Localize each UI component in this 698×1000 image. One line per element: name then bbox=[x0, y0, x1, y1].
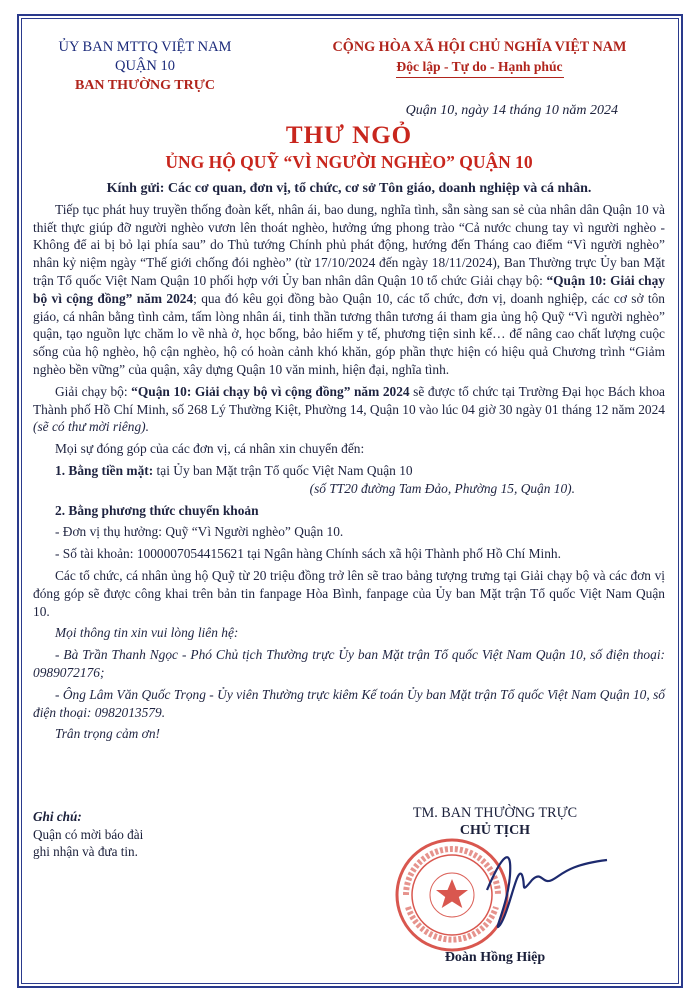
motto-underline bbox=[396, 77, 564, 78]
p2-text-a: Giải chạy bộ: bbox=[55, 383, 132, 399]
p1-text-c: ; qua đó kêu gọi đồng bào Quận 10, các tổ chức, đơn vị, doanh nghiệp, các cơ sở tôn giáo, cá nhân bằng tình cảm, tấm lòng nhân ái, tinh thần tương thân tương ái tham gia ủng hộ Quỹ “Vì người nghèo” quận, tạo nguồn lực chăm lo về nhà ở, học bổng, bảo hiểm y tế, phương tiện sinh kế… để nâng cao chất lượng cuộc sống của hộ nghèo, hộ cận nghèo, hộ có hoàn cảnh khó khăn, góp phần thực hiện có hiệu quả Chương trình “Giảm nghèo bền vững” của quận, xây dựng Quận 10 văn minh, hiện đại, nghĩa tình. bbox=[33, 290, 666, 377]
official-stamp bbox=[392, 835, 622, 955]
p1-text-a: Tiếp tục phát huy truyền thống đoàn kết, nhân ái, bao dung, nghĩa tình, sẵn sàng san sẻ của nhân dân Quận 10 và thiết thực giúp đỡ người nghèo vươn lên thoát nghèo, hưởng ứng phong trào “Cả nước chung tay vì người nghèo - Không để ai bị bỏ lại phía sau” do Thủ tướng Chính phủ phát động, hướng đến Tháng cao điểm “Vì người nghèo” nhân kỷ niệm ngày “Thế giới chống đói nghèo” (từ 17/10/2024 đến ngày 18/11/2024), Ban Thường trực Ủy ban Mặt trận Tổ quốc Việt Nam Quận 10 phối hợp với Ủy ban nhân dân Quận 10 tổ chức Giải chạy bộ: bbox=[33, 201, 665, 288]
item1-label: 1. Bằng tiền mặt: bbox=[55, 462, 154, 478]
national-header bbox=[282, 38, 677, 78]
item1-address: (số TT20 đường Tam Đảo, Phường 15, Quận 10). bbox=[309, 480, 575, 496]
contact-intro: Mọi thông tin xin vui lòng liên hệ: bbox=[55, 625, 239, 641]
letter-subtitle: ỦNG HỘ QUỸ “VÌ NGƯỜI NGHÈO” QUẬN 10 bbox=[165, 152, 533, 172]
paragraph-4: Các tổ chức, cá nhân ủng hộ Quỹ từ 20 triệu đồng trở lên sẽ trao bảng tượng trưng tại Giải chạy bộ và các đơn vị đóng góp sẽ được công khai trên bản tin fanpage Hòa Bình, fanpage của Ủy ban Mặt trận Tổ quốc Việt Nam Quận 10. bbox=[33, 567, 665, 619]
sign-position: CHỦ TỊCH bbox=[459, 823, 531, 838]
letter-title: THƯ NGỎ bbox=[285, 122, 413, 149]
contact-1: - Bà Trần Thanh Ngọc - Phó Chủ tịch Thường trực Ủy ban Mặt trận Tổ quốc Việt Nam Quận 10, số điện thoại: 0989072176; bbox=[33, 647, 665, 680]
item2-account: - Số tài khoản: 1000007054415621 tại Ngân hàng Chính sách xã hội Thành phố Hồ Chí Minh. bbox=[55, 546, 561, 562]
paragraph-2 bbox=[33, 383, 665, 436]
paragraph-1 bbox=[33, 201, 665, 379]
issuer-header bbox=[40, 38, 250, 95]
p2-event-name: “Quận 10: Giải chạy bộ vì cộng đồng” năm 2024 bbox=[131, 383, 410, 399]
sign-title: TM. BAN THƯỜNG TRỰC bbox=[412, 805, 578, 821]
issuer-line3: BAN THƯỜNG TRỰC bbox=[74, 78, 215, 93]
note-block bbox=[33, 808, 143, 861]
signature-scribble bbox=[487, 857, 607, 927]
p1-event-name: “Quận 10: Giải chạy bộ vì cộng đồng” năm 2024 bbox=[33, 272, 665, 306]
date-line: Quận 10, ngày 14 tháng 10 năm 2024 bbox=[405, 103, 618, 118]
note-line2: ghi nhận và đưa tin. bbox=[33, 844, 138, 859]
note-heading: Ghi chú: bbox=[33, 809, 82, 824]
contact-2: - Ông Lâm Văn Quốc Trọng - Ủy viên Thường trực kiêm Kế toán Ủy ban Mặt trận Tổ quốc Việt Nam Quận 10, số điện thoại: 0982013579. bbox=[33, 686, 665, 720]
letter-body bbox=[33, 180, 665, 747]
issuer-line2: QUẬN 10 bbox=[114, 58, 175, 74]
note-line1: Quận có mời báo đài bbox=[33, 826, 144, 842]
p2-text-c: sẽ được tổ chức tại Trường Đại học Bách khoa Thành phố Hồ Chí Minh, số 268 Lý Thường Kiệt, Phường 14, Quận 10 vào lúc 04 giờ 30 ngày 01 tháng 12 năm 2024 bbox=[33, 383, 665, 417]
item2-beneficiary: - Đơn vị thụ hưởng: Quỹ “Vì Người nghèo” Quận 10. bbox=[55, 524, 344, 540]
paragraph-3: Mọi sự đóng góp của các đơn vị, cá nhân xin chuyển đến: bbox=[55, 441, 365, 457]
issuer-line1: ỦY BAN MTTQ VIỆT NAM bbox=[58, 39, 232, 55]
p2-invitation-note: (sẽ có thư mời riêng). bbox=[33, 419, 149, 435]
thanks-line: Trân trọng cảm ơn! bbox=[55, 726, 160, 742]
national-title: CỘNG HÒA XÃ HỘI CHỦ NGHĨA VIỆT NAM bbox=[332, 39, 627, 55]
item-1 bbox=[33, 462, 665, 480]
signer-name: Đoàn Hồng Hiệp bbox=[444, 950, 546, 965]
item1-text: tại Ủy ban Mặt trận Tổ quốc Việt Nam Quận 10 bbox=[153, 462, 413, 478]
salutation: Kính gửi: Các cơ quan, đơn vị, tổ chức, cơ sở Tôn giáo, doanh nghiệp và cá nhân. bbox=[106, 181, 592, 196]
national-motto: Độc lập - Tự do - Hạnh phúc bbox=[396, 59, 563, 74]
item-2-label: 2. Bằng phương thức chuyển khoản bbox=[55, 502, 259, 518]
